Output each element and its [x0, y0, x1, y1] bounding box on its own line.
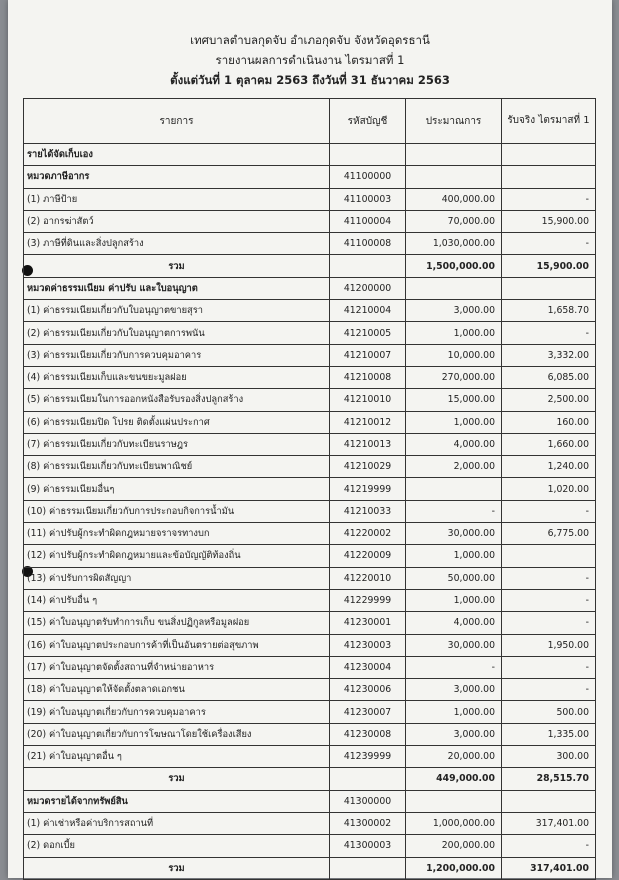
cell-budget: 270,000.00 — [406, 366, 502, 388]
cell-code: 41300003 — [330, 835, 406, 857]
cell-budget: 1,000,000.00 — [406, 812, 502, 834]
cell-budget: 50,000.00 — [406, 567, 502, 589]
cell-code: 41100008 — [330, 233, 406, 255]
cell-budget: - — [406, 656, 502, 678]
cell-code: 41210008 — [330, 366, 406, 388]
cell-item: หมวดค่าธรรมเนียม ค่าปรับ และใบอนุญาต — [24, 277, 330, 299]
cell-code: 41229999 — [330, 589, 406, 611]
cell-code: 41210007 — [330, 344, 406, 366]
table-row — [24, 300, 596, 322]
cell-code: 41210004 — [330, 300, 406, 322]
cell-budget: 1,030,000.00 — [406, 233, 502, 255]
cell-code: 41220010 — [330, 567, 406, 589]
cell-budget — [406, 790, 502, 812]
cell-actual: 317,401.00 — [502, 857, 596, 879]
cell-code — [330, 144, 406, 166]
report-header — [8, 30, 612, 90]
cell-budget: 4,000.00 — [406, 612, 502, 634]
total-row — [24, 857, 596, 879]
cell-item: (9) ค่าธรรมเนียมอื่นๆ — [24, 478, 330, 500]
cell-item: รวม — [24, 857, 330, 879]
cell-budget: 15,000.00 — [406, 389, 502, 411]
cell-item: (2) อากรฆ่าสัตว์ — [24, 210, 330, 232]
cell-code: 41300002 — [330, 812, 406, 834]
cell-budget: 1,000.00 — [406, 411, 502, 433]
cell-item: (15) ค่าใบอนุญาตรับทำการเก็บ ขนสิ่งปฏิกูลหรือมูลฝอย — [24, 612, 330, 634]
table-row — [24, 701, 596, 723]
table-row — [24, 634, 596, 656]
revenue-table — [23, 98, 596, 880]
cell-budget: 3,000.00 — [406, 723, 502, 745]
cell-item: (5) ค่าธรรมเนียมในการออกหนังสือรับรองสิ่งปลูกสร้าง — [24, 389, 330, 411]
cell-item: (14) ค่าปรับอื่น ๆ — [24, 589, 330, 611]
cell-budget: 10,000.00 — [406, 344, 502, 366]
cell-actual: - — [502, 500, 596, 522]
cell-code: 41230008 — [330, 723, 406, 745]
cell-actual: - — [502, 589, 596, 611]
col-header-item: รายการ — [24, 99, 330, 144]
cell-actual: - — [502, 233, 596, 255]
cell-item: (7) ค่าธรรมเนียมเกี่ยวกับทะเบียนราษฎร — [24, 433, 330, 455]
cell-item: (11) ค่าปรับผู้กระทำผิดกฎหมายจราจรทางบก — [24, 523, 330, 545]
cell-actual: - — [502, 656, 596, 678]
cell-code: 41210029 — [330, 456, 406, 478]
section-row — [24, 144, 596, 166]
cell-actual: 300.00 — [502, 746, 596, 768]
table-row — [24, 433, 596, 455]
section-row — [24, 790, 596, 812]
cell-actual: 1,660.00 — [502, 433, 596, 455]
total-row — [24, 768, 596, 790]
table-row — [24, 478, 596, 500]
cell-actual: 1,335.00 — [502, 723, 596, 745]
cell-actual: 160.00 — [502, 411, 596, 433]
cell-budget: 1,000.00 — [406, 701, 502, 723]
table-row — [24, 589, 596, 611]
cell-item: (8) ค่าธรรมเนียมเกี่ยวกับทะเบียนพาณิชย์ — [24, 456, 330, 478]
cell-actual: 15,900.00 — [502, 255, 596, 277]
header-period: ตั้งแต่วันที่ 1 ตุลาคม 2563 ถึงวันที่ 31 ธันวาคม 2563 — [170, 73, 450, 87]
cell-actual: 3,332.00 — [502, 344, 596, 366]
cell-actual — [502, 166, 596, 188]
table-row — [24, 389, 596, 411]
section-row — [24, 166, 596, 188]
cell-budget: 400,000.00 — [406, 188, 502, 210]
table-row — [24, 812, 596, 834]
cell-item: (3) ค่าธรรมเนียมเกี่ยวกับการควบคุมอาคาร — [24, 344, 330, 366]
table-row — [24, 210, 596, 232]
cell-actual: 500.00 — [502, 701, 596, 723]
cell-item: รายได้จัดเก็บเอง — [24, 144, 330, 166]
section-row — [24, 277, 596, 299]
cell-code: 41230006 — [330, 679, 406, 701]
total-row — [24, 255, 596, 277]
cell-code: 41230007 — [330, 701, 406, 723]
cell-actual: - — [502, 835, 596, 857]
cell-budget — [406, 277, 502, 299]
cell-item: รวม — [24, 768, 330, 790]
table-row — [24, 612, 596, 634]
cell-item: (10) ค่าธรรมเนียมเกี่ยวกับการประกอบกิจการน้ำมัน — [24, 500, 330, 522]
cell-item: (19) ค่าใบอนุญาตเกี่ยวกับการควบคุมอาคาร — [24, 701, 330, 723]
table-row — [24, 366, 596, 388]
cell-actual: 15,900.00 — [502, 210, 596, 232]
cell-budget: 1,000.00 — [406, 589, 502, 611]
cell-budget: 1,000.00 — [406, 322, 502, 344]
table-row — [24, 322, 596, 344]
cell-item: หมวดภาษีอากร — [24, 166, 330, 188]
cell-actual — [502, 144, 596, 166]
cell-budget: 449,000.00 — [406, 768, 502, 790]
cell-code: 41100004 — [330, 210, 406, 232]
cell-item: (1) ค่าธรรมเนียมเกี่ยวกับใบอนุญาตขายสุรา — [24, 300, 330, 322]
cell-item: (21) ค่าใบอนุญาตอื่น ๆ — [24, 746, 330, 768]
cell-actual: - — [502, 679, 596, 701]
cell-budget: 30,000.00 — [406, 634, 502, 656]
cell-code: 41100000 — [330, 166, 406, 188]
cell-actual: 1,020.00 — [502, 478, 596, 500]
table-row — [24, 523, 596, 545]
col-header-code: รหัสบัญชี — [330, 99, 406, 144]
cell-budget: 3,000.00 — [406, 300, 502, 322]
header-report-title: รายงานผลการดำเนินงาน ไตรมาสที่ 1 — [215, 53, 405, 67]
table-header-row — [24, 99, 596, 144]
cell-actual — [502, 545, 596, 567]
table-body — [24, 144, 596, 880]
cell-item: (3) ภาษีที่ดินและสิ่งปลูกสร้าง — [24, 233, 330, 255]
table-row — [24, 746, 596, 768]
table-row — [24, 723, 596, 745]
cell-budget: 30,000.00 — [406, 523, 502, 545]
cell-actual: 1,950.00 — [502, 634, 596, 656]
table-row — [24, 679, 596, 701]
cell-code: 41220002 — [330, 523, 406, 545]
cell-item: (13) ค่าปรับการผิดสัญญา — [24, 567, 330, 589]
cell-budget — [406, 144, 502, 166]
cell-budget: 200,000.00 — [406, 835, 502, 857]
cell-actual: 317,401.00 — [502, 812, 596, 834]
cell-code — [330, 768, 406, 790]
cell-code: 41100003 — [330, 188, 406, 210]
cell-budget — [406, 478, 502, 500]
cell-budget: 1,000.00 — [406, 545, 502, 567]
cell-budget: 4,000.00 — [406, 433, 502, 455]
cell-budget: 20,000.00 — [406, 746, 502, 768]
table-row — [24, 344, 596, 366]
table-row — [24, 567, 596, 589]
table-row — [24, 233, 596, 255]
col-header-budget: ประมาณการ — [406, 99, 502, 144]
cell-actual: - — [502, 322, 596, 344]
cell-budget: 1,200,000.00 — [406, 857, 502, 879]
cell-actual: - — [502, 567, 596, 589]
cell-code: 41300000 — [330, 790, 406, 812]
cell-item: (2) ค่าธรรมเนียมเกี่ยวกับใบอนุญาตการพนัน — [24, 322, 330, 344]
cell-code: 41219999 — [330, 478, 406, 500]
cell-actual: 1,240.00 — [502, 456, 596, 478]
cell-code — [330, 255, 406, 277]
cell-actual — [502, 790, 596, 812]
cell-actual: 28,515.70 — [502, 768, 596, 790]
cell-code: 41210012 — [330, 411, 406, 433]
cell-item: (6) ค่าธรรมเนียมปิด โปรย ติดตั้งแผ่นประกาศ — [24, 411, 330, 433]
cell-item: (16) ค่าใบอนุญาตประกอบการค้าที่เป็นอันตรายต่อสุขภาพ — [24, 634, 330, 656]
cell-code: 41230004 — [330, 656, 406, 678]
cell-actual: - — [502, 612, 596, 634]
header-municipality: เทศบาลตำบลกุดจับ อำเภอกุดจับ จังหวัดอุดรธานี — [190, 33, 430, 47]
table-row — [24, 500, 596, 522]
cell-item: (4) ค่าธรรมเนียมเก็บและขนขยะมูลฝอย — [24, 366, 330, 388]
cell-budget: - — [406, 500, 502, 522]
table-row — [24, 545, 596, 567]
cell-item: (17) ค่าใบอนุญาตจัดตั้งสถานที่จำหน่ายอาหาร — [24, 656, 330, 678]
cell-item: (18) ค่าใบอนุญาตให้จัดตั้งตลาดเอกชน — [24, 679, 330, 701]
cell-item: รวม — [24, 255, 330, 277]
cell-actual — [502, 277, 596, 299]
cell-code: 41230001 — [330, 612, 406, 634]
cell-budget: 2,000.00 — [406, 456, 502, 478]
cell-code: 41239999 — [330, 746, 406, 768]
cell-item: (1) ภาษีป้าย — [24, 188, 330, 210]
table-row — [24, 456, 596, 478]
cell-actual: 1,658.70 — [502, 300, 596, 322]
cell-code: 41210013 — [330, 433, 406, 455]
cell-code: 41220009 — [330, 545, 406, 567]
cell-code: 41210033 — [330, 500, 406, 522]
cell-code — [330, 857, 406, 879]
cell-item: (2) ดอกเบี้ย — [24, 835, 330, 857]
cell-actual: 6,085.00 — [502, 366, 596, 388]
cell-actual: 2,500.00 — [502, 389, 596, 411]
cell-budget — [406, 166, 502, 188]
cell-item: (1) ค่าเช่าหรือค่าบริการสถานที่ — [24, 812, 330, 834]
cell-item: (12) ค่าปรับผู้กระทำผิดกฎหมายและข้อบัญญัติท้องถิ่น — [24, 545, 330, 567]
cell-actual: 6,775.00 — [502, 523, 596, 545]
table-row — [24, 188, 596, 210]
table-row — [24, 656, 596, 678]
cell-code: 41210005 — [330, 322, 406, 344]
cell-code: 41210010 — [330, 389, 406, 411]
table-row — [24, 835, 596, 857]
cell-item: หมวดรายได้จากทรัพย์สิน — [24, 790, 330, 812]
cell-budget: 70,000.00 — [406, 210, 502, 232]
cell-code: 41200000 — [330, 277, 406, 299]
table-row — [24, 411, 596, 433]
cell-item: (20) ค่าใบอนุญาตเกี่ยวกับการโฆษณาโดยใช้เครื่องเสียง — [24, 723, 330, 745]
cell-budget: 1,500,000.00 — [406, 255, 502, 277]
cell-actual: - — [502, 188, 596, 210]
cell-budget: 3,000.00 — [406, 679, 502, 701]
cell-code: 41230003 — [330, 634, 406, 656]
col-header-actual: รับจริง ไตรมาสที่ 1 — [502, 99, 596, 144]
